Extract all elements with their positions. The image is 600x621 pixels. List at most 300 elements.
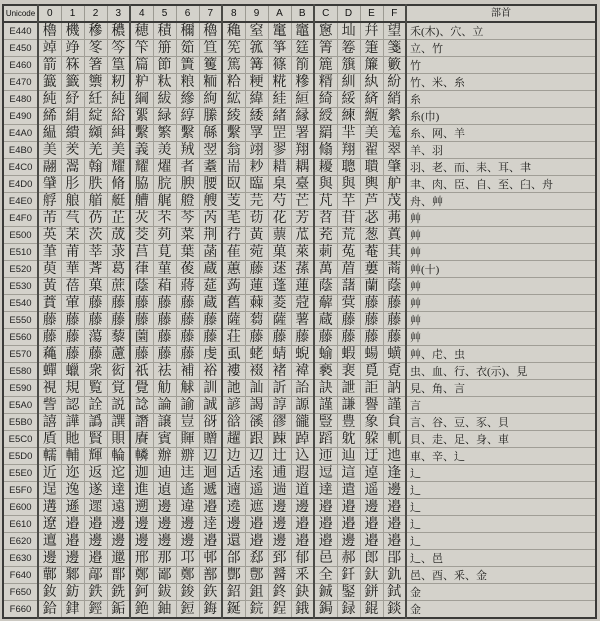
code-cell: 鋂 — [199, 601, 222, 619]
code-cell: 邊 — [291, 499, 314, 516]
code-cell: 縈 — [383, 108, 406, 125]
row-code: E4F0 — [3, 210, 38, 227]
code-cell: 竫 — [61, 40, 84, 57]
code-cell: 認 — [61, 397, 84, 414]
code-cell: 藤 — [107, 312, 130, 329]
code-cell: 謙 — [337, 397, 360, 414]
code-cell: 艉 — [153, 193, 176, 210]
code-cell: 義 — [130, 142, 153, 159]
code-cell: 蹈 — [314, 431, 337, 448]
code-cell: 返 — [84, 465, 107, 482]
code-cell: 芫 — [245, 193, 268, 210]
code-cell: 苆 — [245, 210, 268, 227]
code-cell: 莧 — [153, 244, 176, 261]
code-cell: 芍 — [268, 193, 291, 210]
code-cell: 譔 — [107, 414, 130, 431]
code-cell: 笧 — [153, 40, 176, 57]
code-cell: 耋 — [199, 159, 222, 176]
code-cell: 緑 — [153, 108, 176, 125]
code-cell: 穪 — [176, 22, 199, 40]
code-cell: 綧 — [176, 108, 199, 125]
code-cell: 邉 — [84, 550, 107, 567]
code-cell: 緜 — [199, 125, 222, 142]
row-code: E540 — [3, 295, 38, 312]
code-cell: 藤 — [199, 312, 222, 329]
code-cell: 綻 — [84, 108, 107, 125]
code-cell: 穭 — [199, 22, 222, 40]
code-cell: 銫 — [130, 601, 153, 619]
code-cell: 耑 — [222, 159, 245, 176]
code-cell: 蓮 — [245, 278, 268, 295]
radical-cell: 糸(巾) — [406, 108, 596, 125]
code-cell: 艏 — [84, 193, 107, 210]
code-cell: 茉 — [61, 227, 84, 244]
code-cell: 規 — [61, 380, 84, 397]
code-cell: 藤 — [61, 329, 84, 346]
code-cell: 蓓 — [61, 278, 84, 295]
code-cell: 銗 — [107, 601, 130, 619]
code-cell: 藤 — [268, 329, 291, 346]
code-cell: 菀 — [245, 244, 268, 261]
code-cell: 繫 — [222, 125, 245, 142]
code-cell: 這 — [337, 465, 360, 482]
code-cell: 臤 — [222, 176, 245, 193]
table-row — [3, 22, 596, 40]
code-cell: 糝 — [291, 74, 314, 91]
radical-cell: 艸 — [406, 244, 596, 261]
code-cell: 箞 — [337, 40, 360, 57]
table-row — [3, 499, 596, 516]
table-row — [3, 346, 596, 363]
row-code: E4D0 — [3, 176, 38, 193]
code-cell: 釺 — [337, 567, 360, 584]
code-cell: 蒁 — [268, 261, 291, 278]
table-row — [3, 329, 596, 346]
code-cell: 舮 — [383, 176, 406, 193]
code-cell: 翔 — [337, 142, 360, 159]
radical-cell: 艸 — [406, 210, 596, 227]
table-row — [3, 601, 596, 619]
code-cell: 藤 — [245, 329, 268, 346]
row-code: E5C0 — [3, 431, 38, 448]
code-cell: 訣 — [314, 380, 337, 397]
code-cell: 筅 — [222, 40, 245, 57]
code-cell: 籔 — [383, 57, 406, 74]
code-cell: 翮 — [38, 159, 61, 176]
code-cell: 藜 — [107, 329, 130, 346]
code-cell: 艚 — [130, 193, 153, 210]
code-cell: 繁 — [153, 125, 176, 142]
table-row — [3, 516, 596, 533]
code-cell: 邑 — [314, 550, 337, 567]
code-cell: 穐 — [222, 22, 245, 40]
code-cell: 芃 — [314, 193, 337, 210]
code-cell: 羗 — [383, 125, 406, 142]
code-cell: 輿 — [360, 176, 383, 193]
code-cell: 蔵 — [199, 261, 222, 278]
code-cell: 糀 — [268, 74, 291, 91]
code-cell: 鋑 — [176, 584, 199, 601]
code-cell: 藤 — [130, 346, 153, 363]
code-cell: 蓂 — [337, 295, 360, 312]
table-row — [3, 210, 596, 227]
radical-cell: 虫、血、行、衣(示)、見 — [406, 363, 596, 380]
code-cell: 豈 — [176, 414, 199, 431]
code-cell: 繢 — [61, 125, 84, 142]
code-cell: 鄭 — [130, 567, 153, 584]
code-cell: 蜺 — [291, 346, 314, 363]
radical-cell: 辶 — [406, 516, 596, 533]
code-cell: 蓮 — [291, 278, 314, 295]
code-cell: 藤 — [84, 346, 107, 363]
code-cell: 邊 — [61, 550, 84, 567]
code-cell: 耀 — [130, 159, 153, 176]
code-cell: 萑 — [222, 244, 245, 261]
code-cell: 絹 — [61, 108, 84, 125]
radical-cell: 言、谷、豆、豕、貝 — [406, 414, 596, 431]
code-cell: 邊 — [130, 533, 153, 550]
code-cell: 簏 — [314, 57, 337, 74]
code-cell: 蔵 — [314, 312, 337, 329]
code-cell: 藤 — [130, 295, 153, 312]
code-table — [2, 4, 597, 619]
code-cell: 窻 — [314, 22, 337, 40]
code-cell: 邊 — [153, 533, 176, 550]
code-cell: 紓 — [61, 91, 84, 108]
code-cell: 鋞 — [84, 601, 107, 619]
code-cell: 藤 — [245, 261, 268, 278]
code-cell: 輝 — [84, 448, 107, 465]
code-cell: 進 — [130, 482, 153, 499]
code-cell: 鉄 — [84, 584, 107, 601]
radical-cell: 聿、肉、臣、自、至、臼、舟 — [406, 176, 596, 193]
code-cell: 邊 — [268, 499, 291, 516]
code-cell: 藘 — [107, 346, 130, 363]
code-cell: 美 — [360, 125, 383, 142]
code-cell: 肇 — [383, 159, 406, 176]
code-cell: 黃 — [38, 278, 61, 295]
code-cell: 芾 — [38, 210, 61, 227]
code-cell: 鋨 — [291, 601, 314, 619]
code-cell: 菴 — [360, 244, 383, 261]
code-cell: 那 — [153, 550, 176, 567]
code-cell: 茂 — [383, 193, 406, 210]
code-cell: 芮 — [199, 210, 222, 227]
code-cell: 還 — [222, 533, 245, 550]
code-cell: 藤 — [199, 329, 222, 346]
header-radical-label: 部首 — [406, 5, 596, 22]
code-cell: 鋎 — [245, 601, 268, 619]
code-cell: 蝓 — [314, 346, 337, 363]
radical-cell: 禾(木)、穴、立 — [406, 22, 596, 40]
code-cell: 遜 — [61, 499, 84, 516]
radical-cell: 艸、虍、虫 — [406, 346, 596, 363]
code-cell: 銉 — [61, 601, 84, 619]
code-cell: 櫓 — [38, 22, 61, 40]
row-code: E450 — [3, 40, 38, 57]
code-cell: 邢 — [130, 550, 153, 567]
code-cell: 笗 — [84, 40, 107, 57]
radical-cell: 立、竹 — [406, 40, 596, 57]
radical-cell: 艸 — [406, 295, 596, 312]
code-cell: 聰 — [337, 159, 360, 176]
table-row — [3, 567, 596, 584]
code-cell: 苽 — [291, 227, 314, 244]
code-cell: 遘 — [38, 499, 61, 516]
code-cell: 詍 — [337, 380, 360, 397]
code-cell: 達 — [107, 482, 130, 499]
code-cell: 邉 — [337, 499, 360, 516]
code-cell: 耖 — [245, 159, 268, 176]
code-cell: 豊 — [337, 414, 360, 431]
code-cell: 錕 — [360, 601, 383, 619]
code-cell: 蘒 — [38, 346, 61, 363]
code-cell: 鋥 — [268, 601, 291, 619]
code-cell: 藤 — [61, 312, 84, 329]
code-cell: 遡 — [130, 499, 153, 516]
code-cell: 貤 — [61, 431, 84, 448]
header-col-7: 7 — [199, 5, 222, 22]
table-row — [3, 244, 596, 261]
code-cell: 箐 — [314, 40, 337, 57]
code-cell: 翰 — [84, 159, 107, 176]
radical-cell: 見、角、言 — [406, 380, 596, 397]
code-cell: 醤 — [268, 567, 291, 584]
row-code: E600 — [3, 499, 38, 516]
code-cell: 機 — [61, 22, 84, 40]
code-cell: 轔 — [130, 448, 153, 465]
code-cell: 胅 — [84, 176, 107, 193]
code-cell: 耰 — [314, 159, 337, 176]
code-cell: 蕙 — [222, 261, 245, 278]
code-cell: 辧 — [176, 448, 199, 465]
table-row — [3, 108, 596, 125]
code-cell: 鉖 — [268, 584, 291, 601]
code-cell: 道 — [291, 482, 314, 499]
code-cell: 蒟 — [222, 278, 245, 295]
code-cell: 粳 — [245, 74, 268, 91]
code-cell: 藤 — [360, 329, 383, 346]
radical-cell: 竹、米、糸 — [406, 74, 596, 91]
code-cell: 羑 — [61, 142, 84, 159]
code-cell: 腰 — [199, 176, 222, 193]
code-cell: 貭 — [38, 431, 61, 448]
code-cell: 邊 — [268, 533, 291, 550]
code-cell: 緼 — [38, 125, 61, 142]
code-cell: 逋 — [268, 465, 291, 482]
code-cell: 躱 — [360, 431, 383, 448]
code-cell: 薩 — [222, 312, 245, 329]
code-cell: 遞 — [199, 482, 222, 499]
code-cell: 臺 — [291, 176, 314, 193]
row-code: E4C0 — [3, 159, 38, 176]
code-cell: 藤 — [383, 312, 406, 329]
code-cell: 脘 — [153, 176, 176, 193]
code-cell: 詒 — [291, 380, 314, 397]
table-row — [3, 57, 596, 74]
code-cell: 譽 — [360, 397, 383, 414]
code-cell: 衒 — [107, 363, 130, 380]
code-table-header — [3, 5, 596, 22]
code-cell: 鄯 — [199, 567, 222, 584]
code-cell: 菓 — [84, 278, 107, 295]
code-cell: 節 — [153, 57, 176, 74]
code-cell: 逸 — [61, 482, 84, 499]
code-cell: 筎 — [176, 40, 199, 57]
code-cell: 藤 — [107, 295, 130, 312]
code-cell: 罦 — [245, 125, 268, 142]
code-cell: 絓 — [268, 91, 291, 108]
code-cell: 縁 — [291, 108, 314, 125]
code-cell: 郄 — [245, 550, 268, 567]
row-code: E480 — [3, 91, 38, 108]
code-cell: 綏 — [337, 91, 360, 108]
table-row — [3, 261, 596, 278]
code-cell: 縿 — [176, 91, 199, 108]
code-cell: 紝 — [84, 91, 107, 108]
radical-cell: 車、辛、辶 — [406, 448, 596, 465]
code-cell: 苾 — [360, 210, 383, 227]
row-code: F640 — [3, 567, 38, 584]
table-row — [3, 482, 596, 499]
table-row — [3, 380, 596, 397]
code-cell: 菡 — [199, 244, 222, 261]
code-cell: 邊 — [84, 533, 107, 550]
code-cell: 箾 — [291, 57, 314, 74]
row-code: E610 — [3, 516, 38, 533]
code-cell: 紃 — [337, 74, 360, 91]
code-cell: 翯 — [61, 159, 84, 176]
code-cell: 鋀 — [176, 601, 199, 619]
table-row — [3, 278, 596, 295]
table-row — [3, 465, 596, 482]
table-row — [3, 363, 596, 380]
code-cell: 翟 — [360, 142, 383, 159]
code-cell: 紈 — [360, 74, 383, 91]
code-table-body — [3, 22, 596, 618]
code-cell: 羙 — [153, 142, 176, 159]
code-cell: 邊 — [383, 482, 406, 499]
code-cell: 邊 — [107, 533, 130, 550]
code-cell: 絺 — [38, 108, 61, 125]
code-cell: 藤 — [84, 312, 107, 329]
table-row — [3, 397, 596, 414]
code-cell: 美 — [107, 142, 130, 159]
code-cell: 适 — [222, 465, 245, 482]
radical-cell: 糸 — [406, 91, 596, 108]
code-cell: 羢 — [176, 142, 199, 159]
code-cell: 薩 — [268, 312, 291, 329]
code-cell: 箛 — [245, 40, 268, 57]
code-cell: 遝 — [84, 499, 107, 516]
code-cell: 艠 — [176, 193, 199, 210]
code-cell: 蝦 — [337, 346, 360, 363]
code-cell: 菓 — [268, 244, 291, 261]
code-cell: 迴 — [199, 465, 222, 482]
code-cell: 跟 — [245, 431, 268, 448]
code-cell: 覺 — [130, 380, 153, 397]
code-cell: 幷 — [360, 22, 383, 40]
header-col-3: 3 — [107, 5, 130, 22]
code-cell: 籆 — [199, 57, 222, 74]
code-cell: 苷 — [337, 210, 360, 227]
code-cell: 積 — [153, 22, 176, 40]
code-cell: 謹 — [383, 397, 406, 414]
code-cell: 篁 — [107, 57, 130, 74]
code-cell: 蒄 — [291, 295, 314, 312]
code-cell: 譌 — [84, 414, 107, 431]
code-cell: 踈 — [268, 431, 291, 448]
code-cell: 邉 — [314, 499, 337, 516]
code-cell: 花 — [268, 210, 291, 227]
header-col-F: F — [383, 5, 406, 22]
code-cell: 緝 — [107, 125, 130, 142]
code-cell: 紱 — [153, 91, 176, 108]
code-cell: 邉 — [291, 516, 314, 533]
row-code: E5A0 — [3, 397, 38, 414]
table-row — [3, 584, 596, 601]
row-code: E560 — [3, 329, 38, 346]
code-cell: 褚 — [268, 363, 291, 380]
table-row — [3, 125, 596, 142]
code-cell: 郝 — [337, 550, 360, 567]
code-cell: 藷 — [337, 278, 360, 295]
code-cell: 釹 — [38, 584, 61, 601]
code-cell: 邉 — [360, 533, 383, 550]
code-cell: 蔗 — [107, 278, 130, 295]
radical-cell: 辶 — [406, 533, 596, 550]
code-cell: 誠 — [199, 397, 222, 414]
code-cell: 邊 — [268, 516, 291, 533]
code-cell: 郃 — [222, 550, 245, 567]
code-cell: 諄 — [268, 397, 291, 414]
code-cell: 芦 — [360, 193, 383, 210]
code-cell: 訢 — [268, 380, 291, 397]
radical-cell: 艸 — [406, 312, 596, 329]
code-cell: 燿 — [153, 159, 176, 176]
code-cell: 蔭 — [130, 278, 153, 295]
row-code: F650 — [3, 584, 38, 601]
code-cell: 緪 — [360, 108, 383, 125]
code-cell: 芳 — [291, 210, 314, 227]
table-row — [3, 414, 596, 431]
table-row — [3, 40, 596, 57]
radical-cell: 糸、网、羊 — [406, 125, 596, 142]
code-cell: 遮 — [245, 499, 268, 516]
code-cell: 簾 — [360, 57, 383, 74]
code-cell: 萊 — [291, 244, 314, 261]
code-cell: 邊 — [153, 499, 176, 516]
code-cell: 邉 — [245, 516, 268, 533]
code-cell: 翠 — [383, 142, 406, 159]
row-code: E550 — [3, 312, 38, 329]
radical-cell: 金 — [406, 601, 596, 619]
code-cell: 邊 — [176, 533, 199, 550]
code-cell: 逴 — [360, 465, 383, 482]
code-cell: 萁 — [383, 244, 406, 261]
code-cell: 蓀 — [291, 261, 314, 278]
code-cell: 遶 — [222, 499, 245, 516]
code-cell: 蒖 — [383, 227, 406, 244]
code-cell: 鄹 — [61, 567, 84, 584]
code-cell: 緕 — [360, 91, 383, 108]
header-col-9: 9 — [245, 5, 268, 22]
code-cell: 鄷 — [245, 567, 268, 584]
code-cell: 藤 — [291, 329, 314, 346]
code-cell: 藤 — [176, 346, 199, 363]
code-cell: 純 — [107, 91, 130, 108]
row-code: E5E0 — [3, 465, 38, 482]
